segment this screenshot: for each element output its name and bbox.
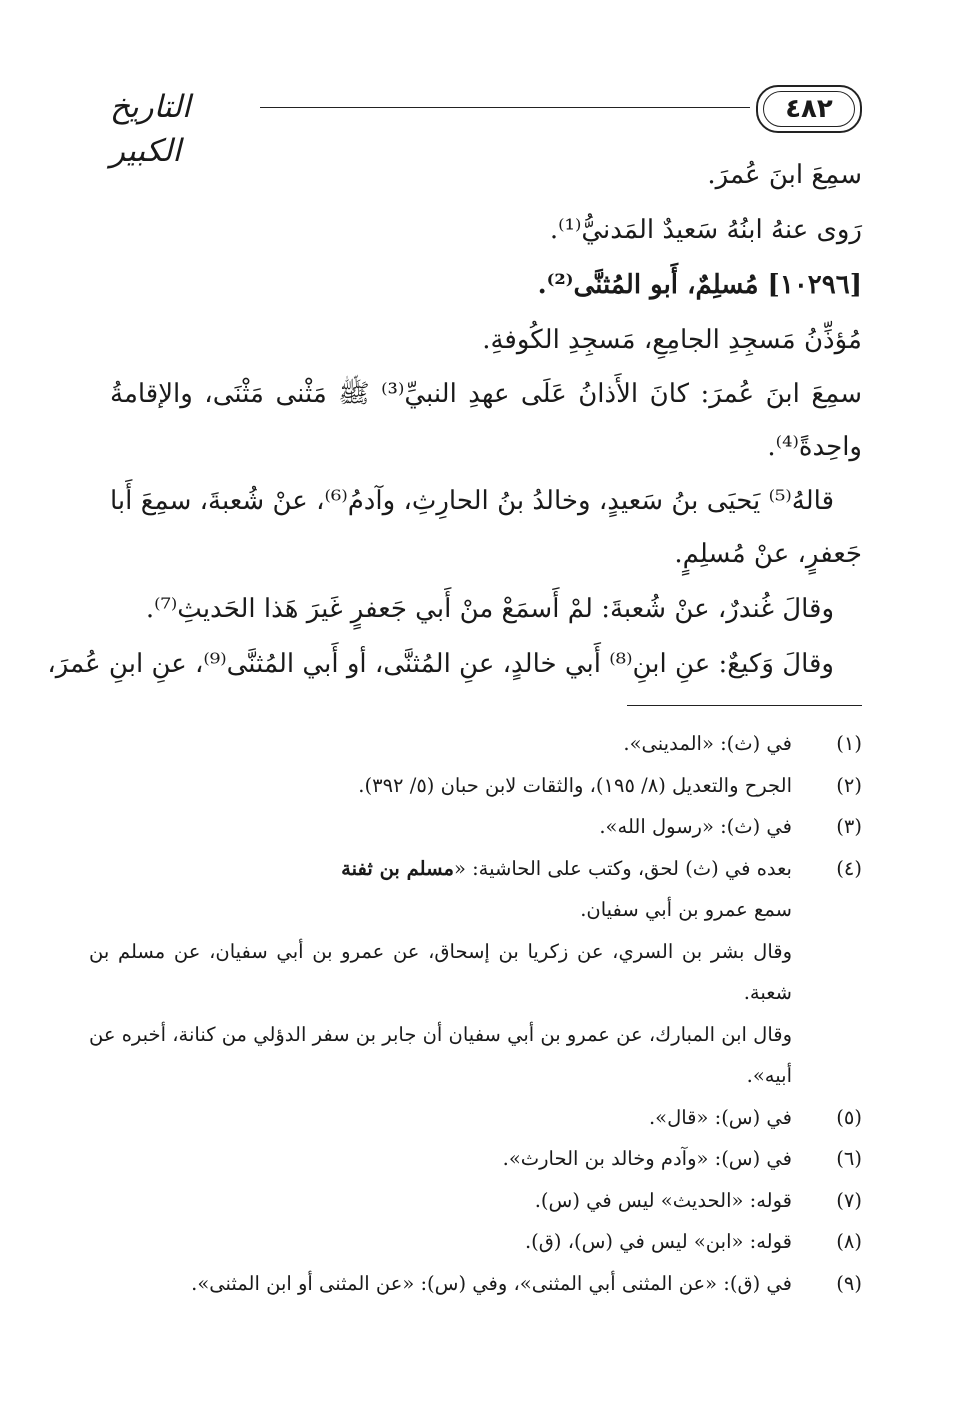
footnote bbox=[110, 806, 862, 848]
footnote-text: وقال ابن المبارك، عن عمرو بن أبي سفيان أن جابر بن سفر الدؤلي من كنانة، أخبره عن bbox=[89, 1022, 792, 1046]
footnote-text: أبيه». bbox=[746, 1064, 792, 1087]
main-text bbox=[47, 148, 862, 692]
footnote-number: (٥) bbox=[836, 1105, 862, 1129]
footnote-text: في (س): «قال». bbox=[648, 1105, 792, 1129]
footnote bbox=[89, 848, 862, 1097]
footnote-number: (٩) bbox=[836, 1271, 862, 1295]
book-title: التاريخ الكبير bbox=[110, 89, 191, 169]
footnote-number: (٧) bbox=[836, 1188, 862, 1212]
footnote bbox=[110, 723, 862, 765]
footnote-text: في (ث): «رسول الله». bbox=[599, 815, 792, 838]
footnote-text: سمع عمرو بن أبي سفيان. bbox=[580, 898, 792, 921]
footnote-text: قوله: «ابن» ليس في (س)، (ق). bbox=[524, 1230, 792, 1253]
footnote-text: الجرح والتعديل (٨/ ١٩٥)، والثقات لابن حبان (٥/ ٣٩٢). bbox=[358, 773, 792, 797]
text-line: جَعفرٍ، عنْ مُسلِمٍ. bbox=[674, 539, 862, 569]
footnote bbox=[110, 1138, 862, 1180]
footnote-number: (٤) bbox=[836, 856, 862, 880]
text-line: سمِعَ ابنَ عُمرَ. bbox=[707, 160, 862, 190]
footnote-text: شعبة. bbox=[743, 981, 792, 1004]
footnote-text: في (ق): «عن المثنى أبي المثنى»، وفي (س): «عن المثنى أو ابن المثنى». bbox=[191, 1271, 792, 1295]
page-number: ٤٨٢ bbox=[785, 94, 833, 124]
text-line: واحِدةً⁽⁴⁾. bbox=[767, 432, 862, 462]
footnote-text: بعده في (ث) لحق، وكتب على الحاشية: «مسلم بن ثفنة bbox=[341, 856, 792, 880]
footnote-text: في (ث): «المدينى». bbox=[623, 732, 792, 755]
bold-name: مسلم بن ثفنة bbox=[341, 856, 454, 880]
footnote bbox=[110, 1263, 862, 1305]
text-line: سمِعَ ابنَ عُمرَ: كانَ الأَذانُ عَلَى عهدِ النبيِّ⁽³⁾ ﷺ مَثْنى مَثْنَى، والإقامةُ bbox=[110, 379, 862, 409]
text-line: وقالَ وَكيعٌ: عنِ ابنِ⁽⁸⁾ أَبي خالدٍ، عنِ المُثنَّى، أو أَبي المُثنَّى⁽⁹⁾، عنِ ابنِ عُمرَ، bbox=[47, 649, 834, 679]
page-number-badge bbox=[756, 85, 862, 133]
footnote-number: (٣) bbox=[836, 815, 862, 838]
footnote-number: (٨) bbox=[836, 1230, 862, 1253]
header-rule bbox=[260, 107, 750, 108]
footnotes bbox=[89, 723, 862, 1304]
footnote bbox=[110, 1097, 862, 1139]
footnote-text: وقال بشر بن السري، عن زكريا بن إسحاق، عن عمرو بن أبي سفيان، عن مسلم بن bbox=[89, 939, 792, 963]
text-line: رَوى عنهُ ابنُهُ سَعيدٌ المَدنيُّ⁽¹⁾. bbox=[549, 215, 862, 245]
footnote-number: (٦) bbox=[836, 1147, 862, 1170]
footnote bbox=[110, 1180, 862, 1222]
footnote-number: (٢) bbox=[836, 773, 862, 797]
text-line: قالهُ⁽⁵⁾ يَحيَى بنُ سَعيدٍ، وخالدُ بنُ الحارِثِ، وآدمُ⁽⁶⁾، عنْ شُعبةَ، سمِعَ أَبا bbox=[110, 486, 835, 516]
entry-heading: [١٠٢٩٦] مُسلِمٌ، أَبو المُثنَّى⁽²⁾. bbox=[537, 270, 862, 300]
text-line: مُؤذِّنُ مَسجِدِ الجامِعِ، مَسجِدِ الكُوفةِ. bbox=[482, 325, 862, 355]
page-header bbox=[110, 85, 862, 169]
footnote-text: في (س): «وآدم وخالد بن الحارث». bbox=[502, 1147, 792, 1170]
footnote bbox=[110, 765, 862, 807]
footnote-text: قوله: «الحديث» ليس في (س). bbox=[534, 1188, 792, 1212]
text-line: وقالَ غُندرٌ، عنْ شُعبةَ: لمْ أَسمَعْ منْ أَبي جَعفرٍ غَيرَ هَذا الحَديثِ⁽⁷⁾. bbox=[145, 594, 834, 624]
footnote bbox=[110, 1221, 862, 1263]
footnote-number: (١) bbox=[836, 732, 862, 755]
footnote-separator bbox=[627, 705, 862, 706]
